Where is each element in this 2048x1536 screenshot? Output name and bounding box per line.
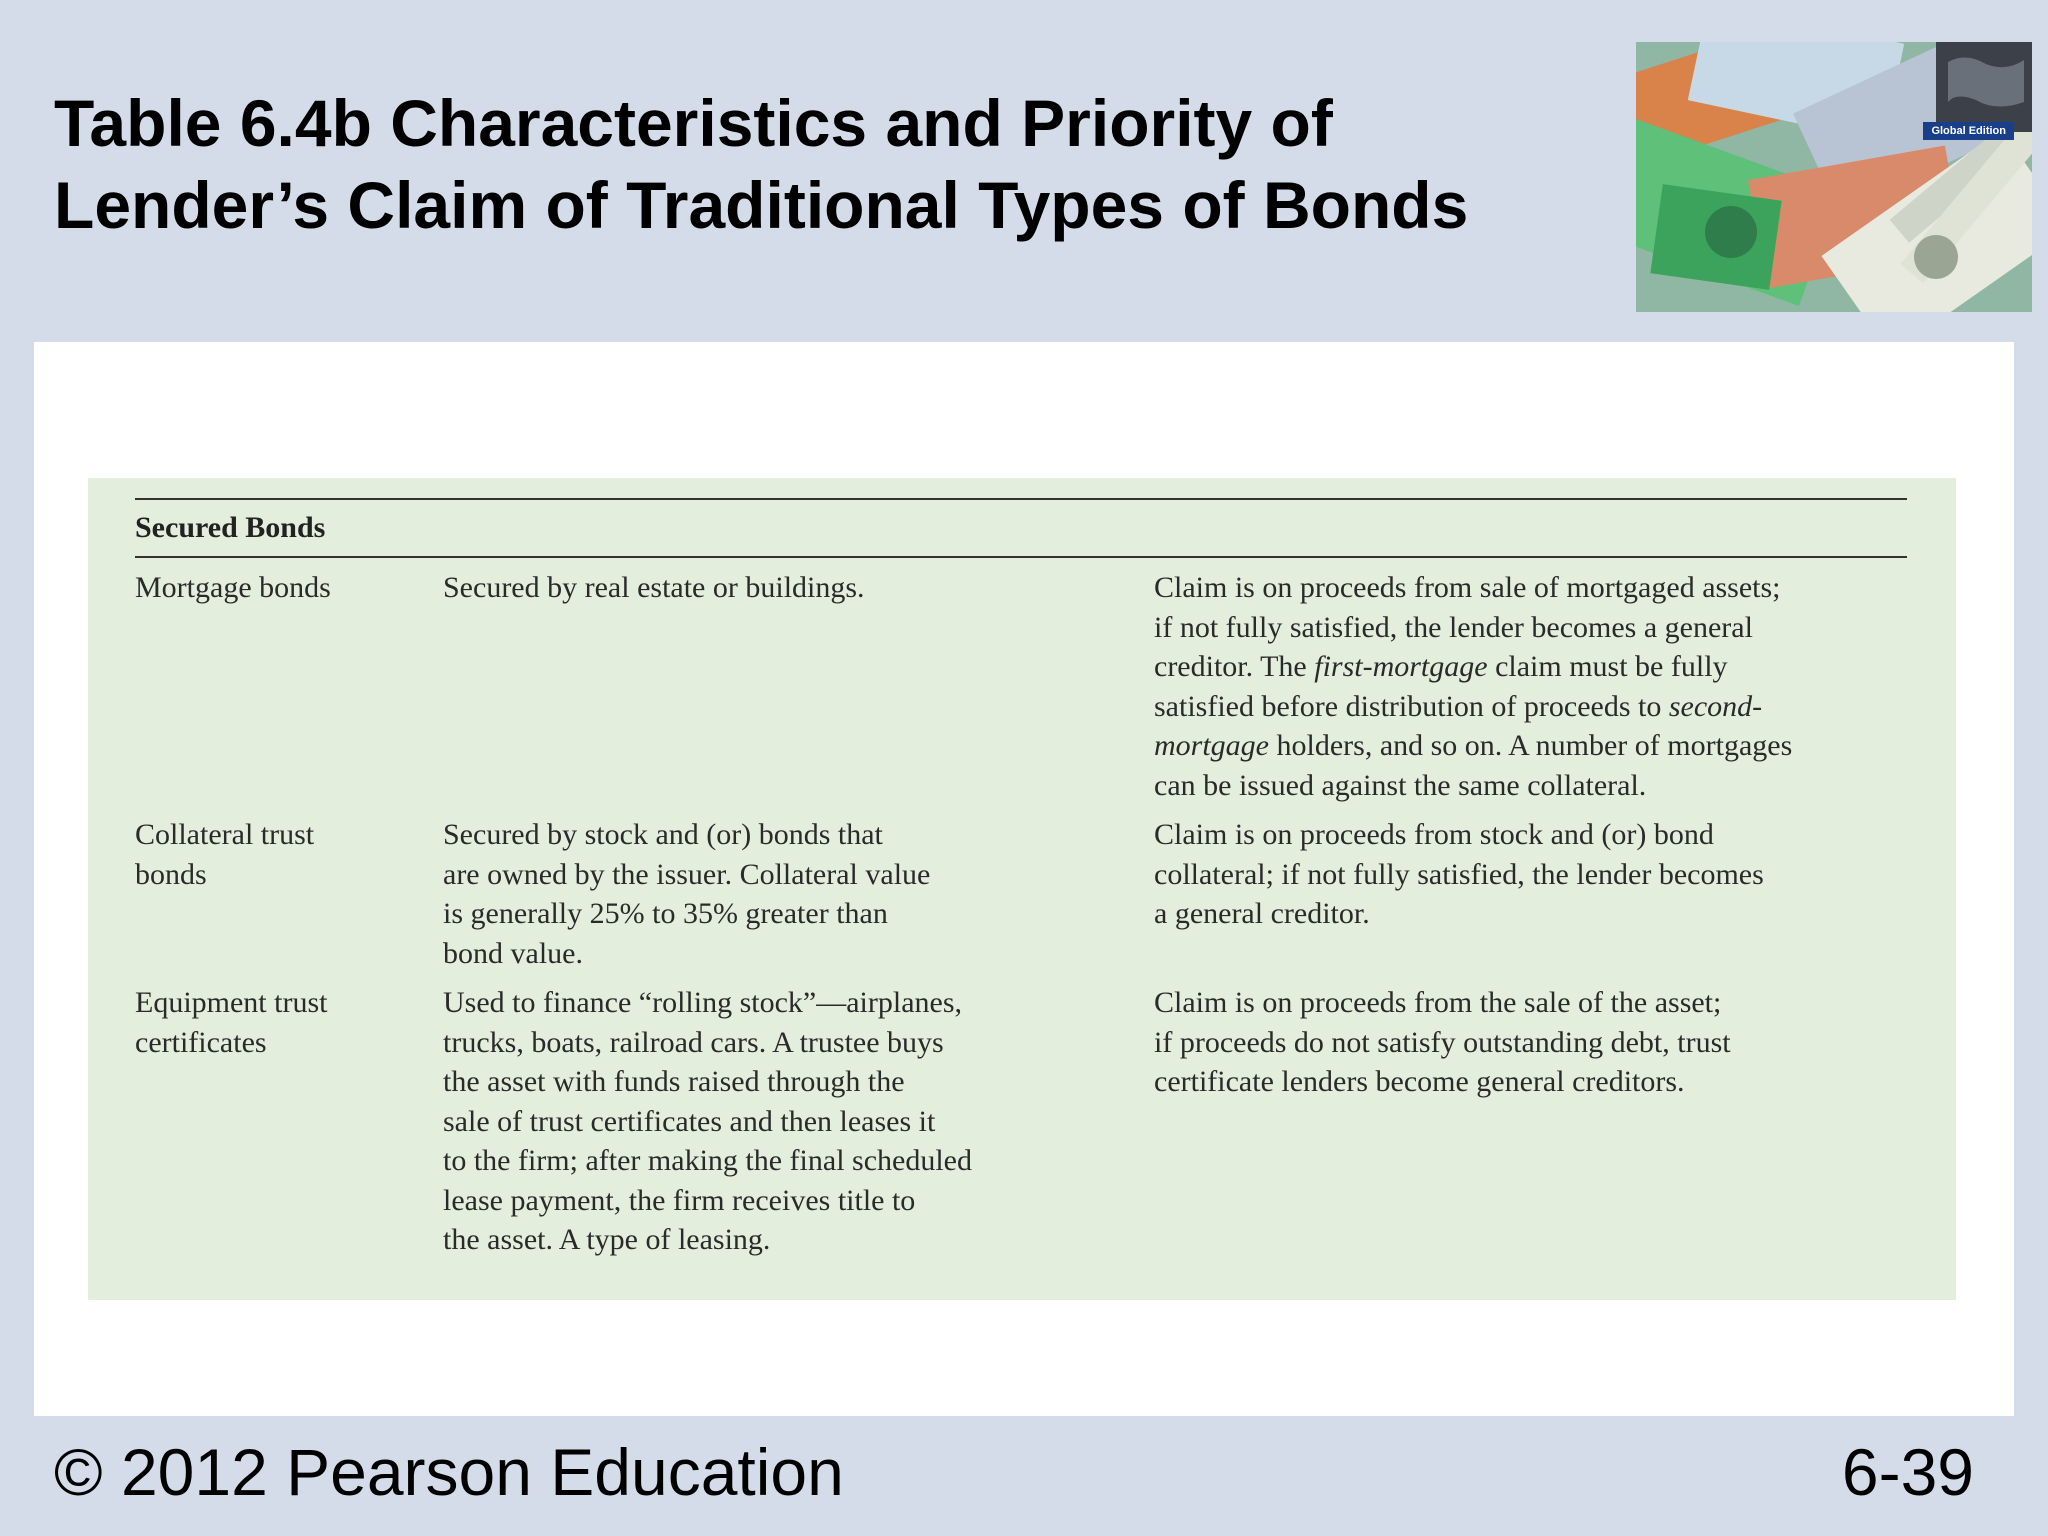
banknotes-image [1636, 42, 2032, 312]
bond-name-line: Collateral trust [135, 818, 315, 851]
table-top-rule [135, 498, 1907, 500]
claim-line: collateral; if not fully satisfied, the lender becomes [1154, 857, 1764, 891]
claim-line: Claim is on proceeds from the sale of the asset; [1154, 986, 1722, 1019]
description-line: the asset with funds raised through the [443, 1065, 905, 1098]
bond-table [88, 478, 1956, 1300]
description-line: Used to finance “rolling stock”—airplanes, [443, 986, 962, 1019]
bond-name-cell [135, 568, 425, 608]
slide-title [54, 82, 1584, 246]
title-line-2: Lender’s Claim of Traditional Types of Bonds [54, 168, 1469, 242]
description-line: Secured by stock and (or) bonds that [443, 818, 883, 851]
claim-line: can be issued against the same collateral. [1154, 768, 1647, 802]
claim-line: if not fully satisfied, the lender becomes a general [1154, 610, 1753, 644]
lender-claim-cell [1154, 815, 1914, 934]
claim-line: satisfied before distribution of proceeds to second- [1154, 689, 1763, 723]
lender-claim-cell [1154, 568, 1914, 805]
banknotes-illustration [1636, 42, 2032, 312]
section-heading: Secured Bonds [135, 511, 326, 544]
description-line: to the firm; after making the final scheduled [443, 1144, 972, 1177]
description-line: is generally 25% to 35% greater than [443, 897, 888, 930]
bond-name-line: certificates [135, 1025, 267, 1059]
table-header-rule [135, 556, 1907, 558]
copyright-footer: © 2012 Pearson Education [54, 1435, 844, 1509]
bond-name-line: Mortgage bonds [135, 571, 331, 604]
description-line: bond value. [443, 936, 583, 970]
bond-description-cell [443, 983, 1083, 1260]
claim-line: Claim is on proceeds from sale of mortgaged assets; [1154, 571, 1781, 604]
description-line: sale of trust certificates and then leases it [443, 1104, 936, 1138]
claim-line: if proceeds do not satisfy outstanding debt, trust [1154, 1025, 1731, 1059]
description-line: the asset. A type of leasing. [443, 1223, 771, 1256]
lender-claim-cell [1154, 983, 1914, 1102]
page-number: 6-39 [1841, 1435, 1974, 1509]
description-line: Secured by real estate or buildings. [443, 571, 865, 604]
bond-name-cell [135, 983, 425, 1062]
bond-name-cell [135, 815, 425, 894]
title-line-1: Table 6.4b Characteristics and Priority of [54, 86, 1333, 160]
bond-description-cell [443, 568, 1083, 608]
description-line: trucks, boats, railroad cars. A trustee buys [443, 1025, 944, 1059]
claim-line: mortgage holders, and so on. A number of mortgages [1154, 729, 1793, 762]
bond-name-line: bonds [135, 857, 207, 891]
description-line: are owned by the issuer. Collateral value [443, 857, 931, 891]
claim-line: certificate lenders become general creditors. [1154, 1065, 1685, 1098]
claim-line: creditor. The first-mortgage claim must be fully [1154, 650, 1728, 683]
claim-line: a general creditor. [1154, 897, 1370, 930]
claim-line: Claim is on proceeds from stock and (or) bond [1154, 818, 1714, 851]
description-line: lease payment, the firm receives title to [443, 1183, 916, 1217]
edition-badge: Global Edition [1923, 122, 2014, 140]
bond-name-line: Equipment trust [135, 986, 328, 1019]
bond-description-cell [443, 815, 1083, 973]
